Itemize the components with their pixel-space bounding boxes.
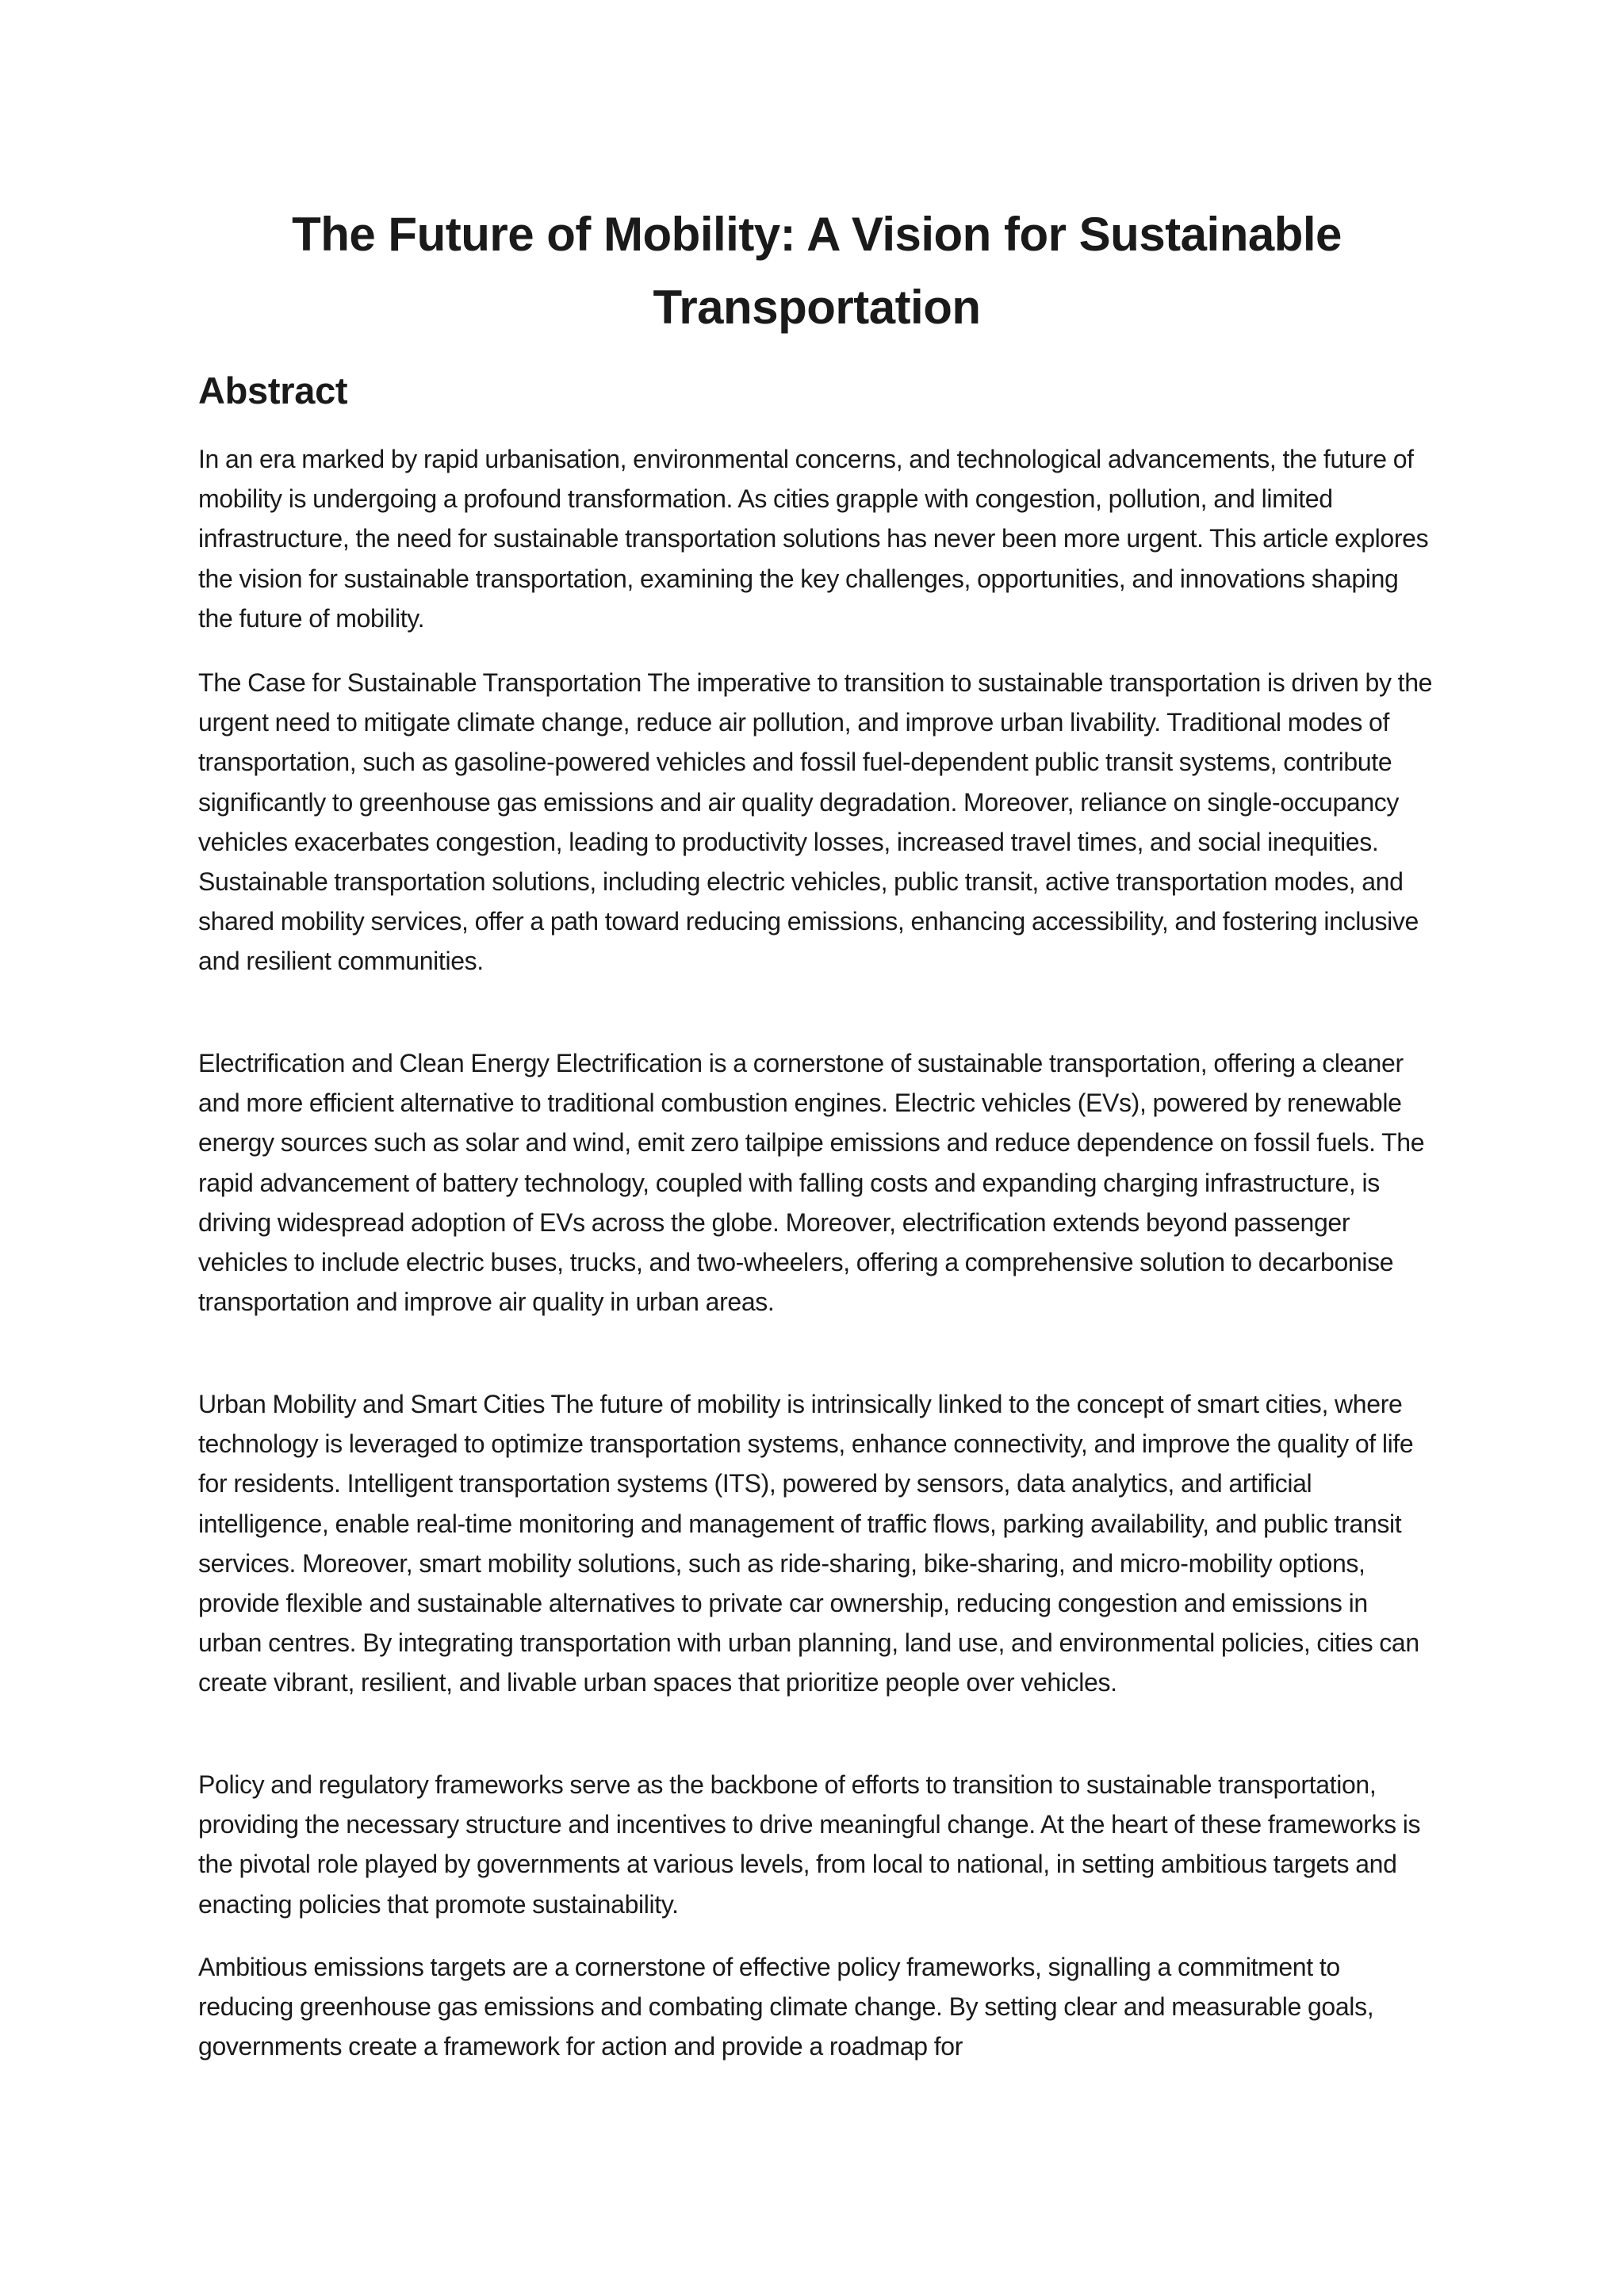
paragraph-electrification: Electrification and Clean Energy Electrification is a cornerstone of sustainable transportation, offering a cleaner and more efficient alternative to traditional combustion engines. Electric vehicles (EVs), powered by renewable energy sources such as solar and wind, emit zero tailpipe emissions and reduce dependence on fossil fuels. The rapid advancement of battery technology, coupled with falling costs and expanding charging infrastructure, is driving widespread adoption of EVs across the globe. Moreover, electrification extends beyond passenger vehicles to include electric buses, trucks, and two-wheelers, offering a comprehensive solution to decarbonise transportation and improve air quality in urban areas. — [198, 1049, 1425, 1317]
paragraph-emissions-targets: Ambitious emissions targets are a cornerstone of effective policy frameworks, signalling a commitment to reducing greenhouse gas emissions and combating climate change. By setting clear and measurable goals, governments create a framework for action and provide a roadmap for — [198, 1953, 1374, 2061]
paragraph-policy-frameworks: Policy and regulatory frameworks serve as the backbone of efforts to transition to sustainable transportation, providing the necessary structure and incentives to drive meaningful change. At the heart of these frameworks is the pivotal role played by governments at various levels, from local to national, in setting ambitious targets and enacting policies that promote sustainability. — [198, 1770, 1421, 1919]
document-title: The Future of Mobility: A Vision for Sustainable Transportation — [292, 208, 1342, 334]
paragraph-abstract: In an era marked by rapid urbanisation, environmental concerns, and technological advancements, the future of mobility is undergoing a profound transformation. As cities grapple with congestion, pollution, and limited infrastructure, the need for sustainable transportation solutions has never been more urgent. This article explores the vision for sustainable transportation, examining the key challenges, opportunities, and innovations shaping the future of mobility. — [198, 445, 1429, 633]
paragraph-sustainable-transportation: The Case for Sustainable Transportation The imperative to transition to sustainable transportation is driven by the urgent need to mitigate climate change, reduce air pollution, and improve urban livability. Traditional modes of transportation, such as gasoline-powered vehicles and fossil fuel-dependent public transit systems, contribute significantly to greenhouse gas emissions and air quality degradation. Moreover, reliance on single-occupancy vehicles exacerbates congestion, leading to productivity losses, increased travel times, and social inequities. Sustainable transportation solutions, including electric vehicles, public transit, active transportation modes, and shared mobility services, offer a path toward reducing emissions, enhancing accessibility, and fostering inclusive and resilient communities. — [198, 668, 1433, 976]
paragraph-urban-mobility: Urban Mobility and Smart Cities The future of mobility is intrinsically linked to the concept of smart cities, where technology is leveraged to optimize transportation systems, enhance connectivity, and improve the quality of life for residents. Intelligent transportation systems (ITS), powered by sensors, data analytics, and artificial intelligence, enable real-time monitoring and management of traffic flows, parking availability, and public transit services. Moreover, smart mobility solutions, such as ride-sharing, bike-sharing, and micro-mobility options, provide flexible and sustainable alternatives to private car ownership, reducing congestion and emissions in urban centres. By integrating transportation with urban planning, land use, and environmental policies, cities can create vibrant, resilient, and livable urban spaces that prioritize people over vehicles. — [198, 1390, 1419, 1697]
abstract-heading: Abstract — [198, 369, 348, 411]
